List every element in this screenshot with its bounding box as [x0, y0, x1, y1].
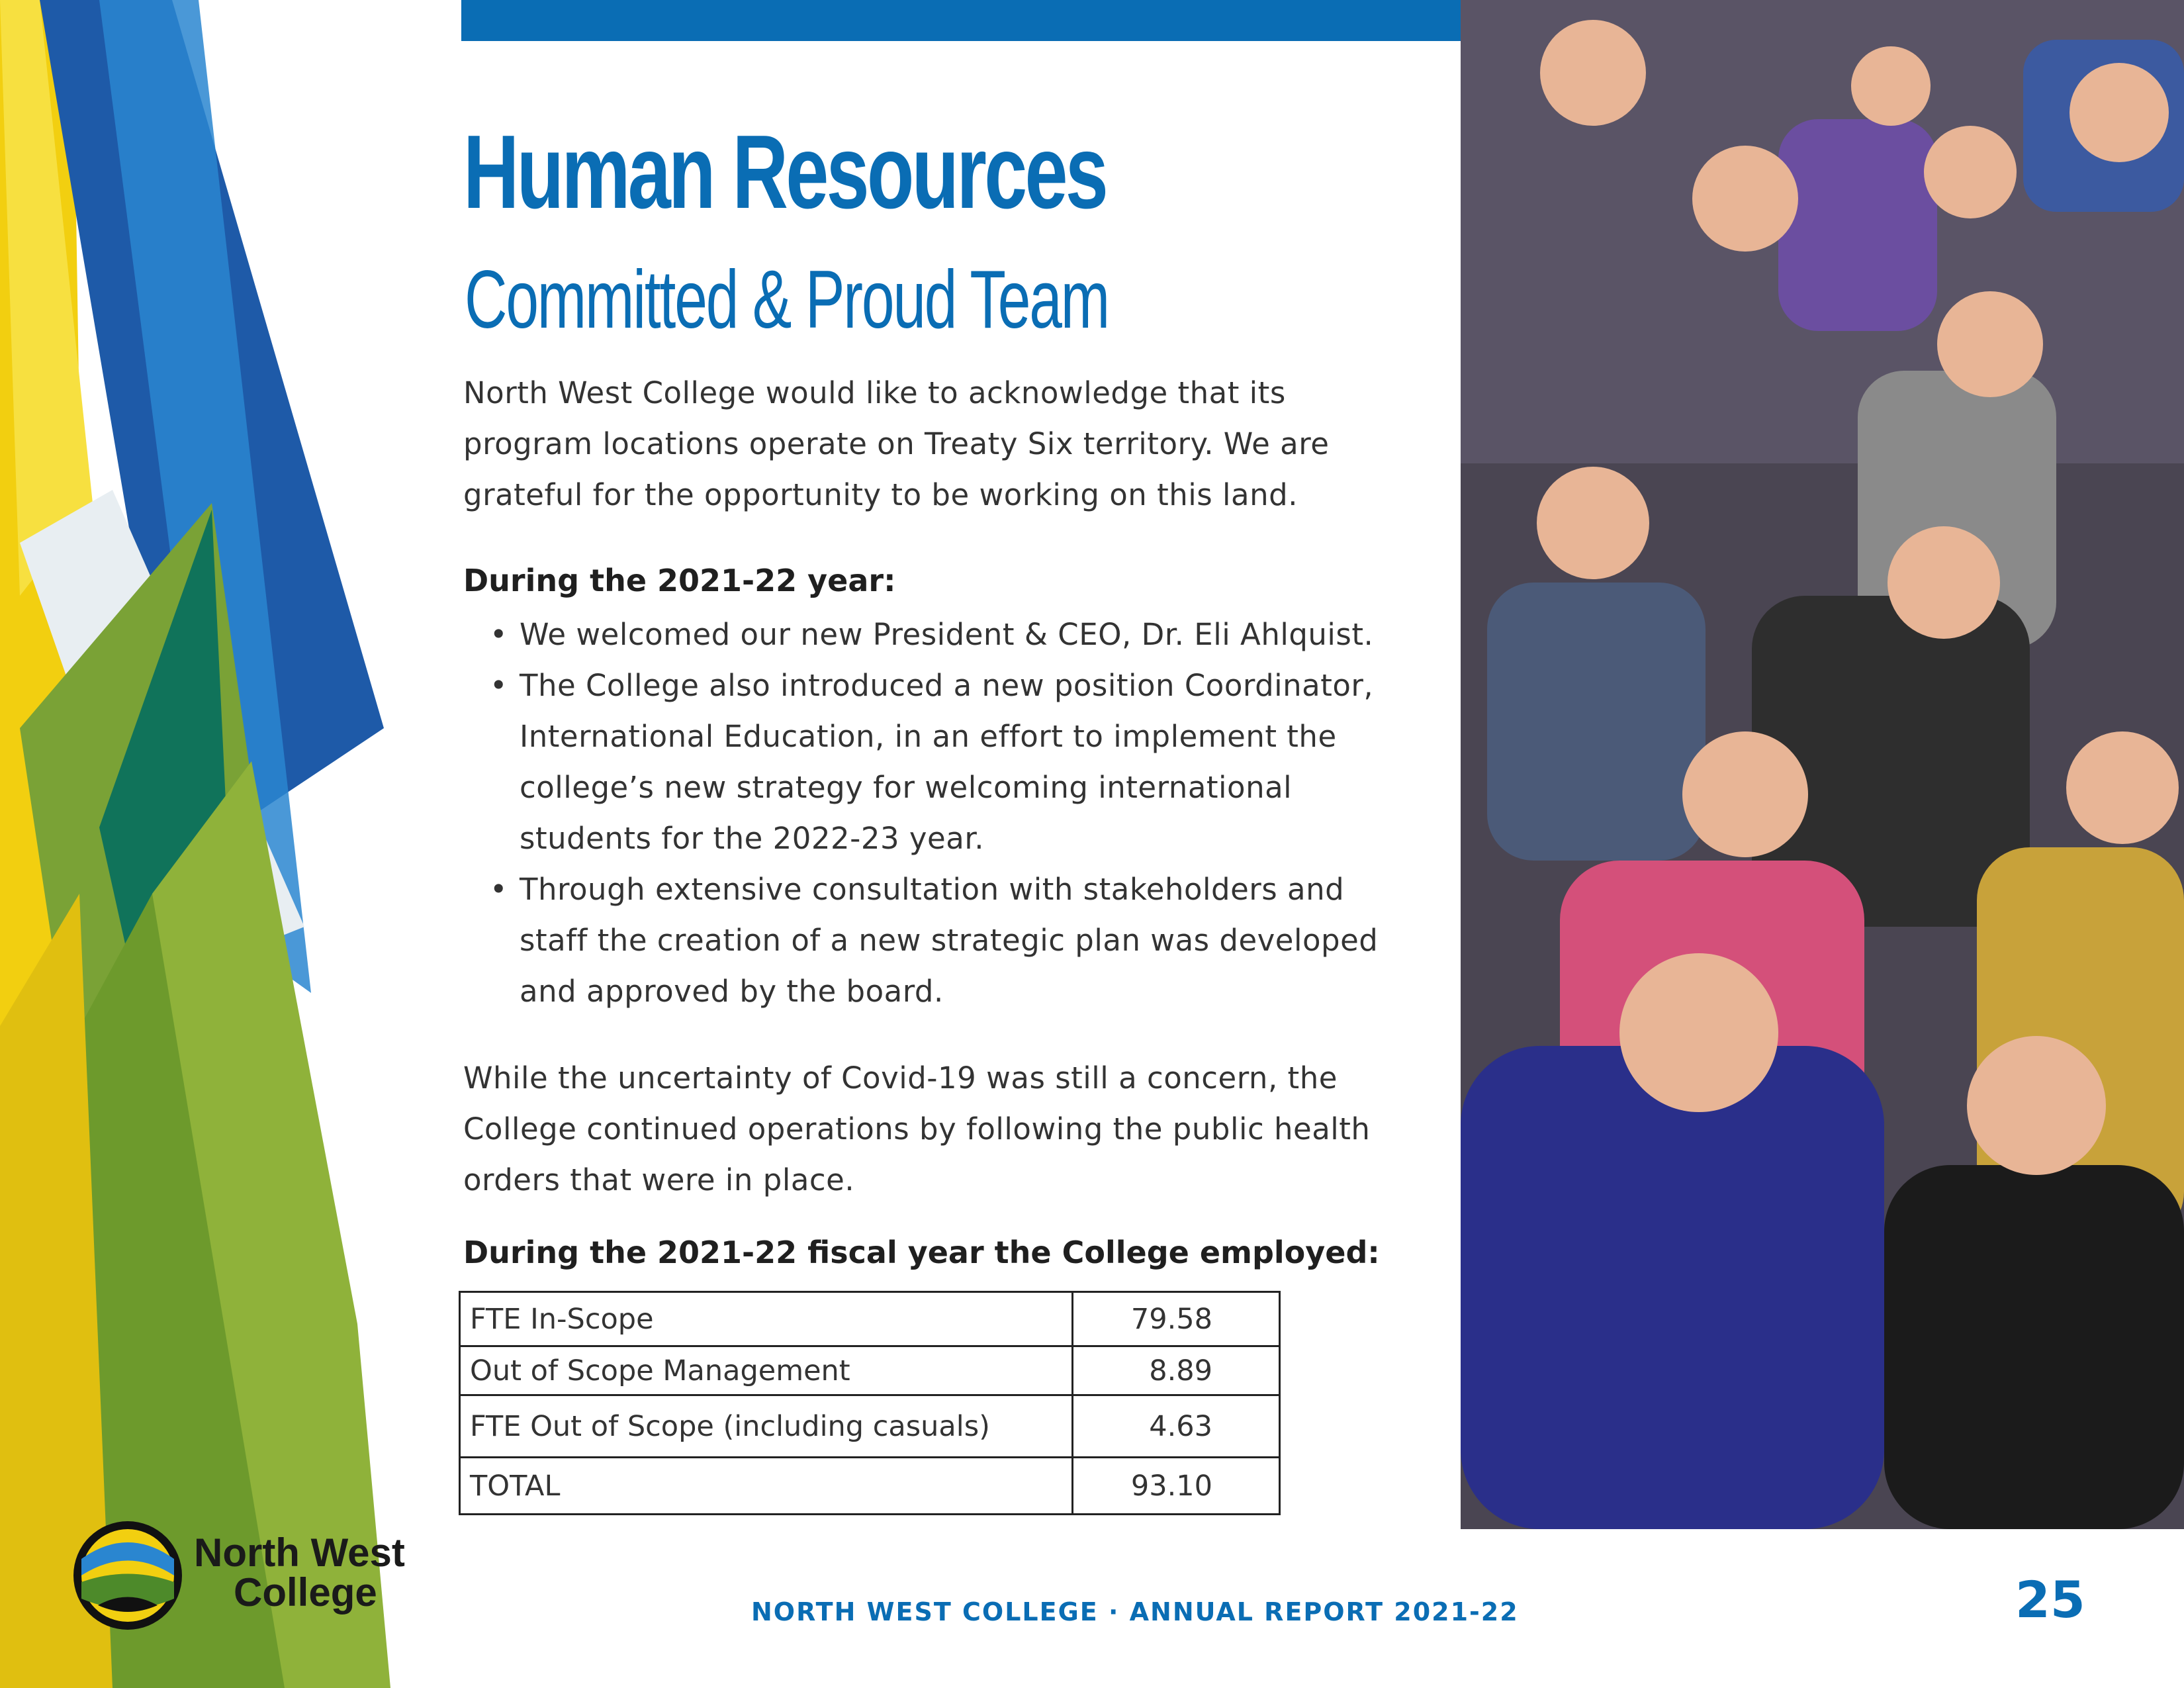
- logo-line-2: College: [234, 1570, 377, 1615]
- list-item: • Through extensive consultation with stakeholders and staff the creation of a new strategic plan was developed and approved by the board.: [463, 864, 1403, 1017]
- row-value: 93.10: [1073, 1458, 1280, 1515]
- page-title: Human Resources: [463, 114, 1107, 230]
- year-section-heading: During the 2021-22 year:: [463, 563, 896, 598]
- college-emblem-icon: [71, 1519, 184, 1632]
- covid-paragraph: While the uncertainty of Covid-19 was still a concern, the College continued operations by following the public health orders that were in place.: [463, 1060, 1371, 1197]
- staff-group-photo: [1461, 0, 2184, 1529]
- table-row: [460, 1395, 1280, 1458]
- row-label: FTE Out of Scope (including casuals): [460, 1395, 1073, 1458]
- row-value: 4.63: [1073, 1395, 1280, 1458]
- row-label: TOTAL: [460, 1458, 1073, 1515]
- decorative-stripes: [0, 0, 410, 1688]
- college-logo: [71, 1513, 416, 1632]
- employment-table: [459, 1291, 1281, 1515]
- page-subtitle: Committed & Proud Team: [465, 254, 1109, 346]
- table-row: [460, 1346, 1280, 1395]
- list-item: • We welcomed our new President & CEO, Dr. Eli Ahlquist.: [463, 609, 1403, 660]
- list-item: • The College also introduced a new position Coordinator, International Education, in an effort to implement the college’s new strategy for welcoming international students for the 2022-23 year.: [463, 660, 1403, 864]
- employment-heading: During the 2021-22 fiscal year the College employed:: [463, 1235, 1380, 1270]
- year-highlights-list: [463, 609, 1403, 1017]
- table-row: [460, 1458, 1280, 1515]
- footer-report-title: NORTH WEST COLLEGE · ANNUAL REPORT 2021-22: [751, 1597, 1519, 1626]
- row-value: 8.89: [1073, 1346, 1280, 1395]
- top-accent-bar: [461, 0, 1461, 41]
- row-label: Out of Scope Management: [460, 1346, 1073, 1395]
- group-photo-illustration: [1461, 0, 2184, 1529]
- row-label: FTE In-Scope: [460, 1292, 1073, 1346]
- page-number: 25: [2015, 1570, 2085, 1629]
- row-value: 79.58: [1073, 1292, 1280, 1346]
- logo-line-1: North West: [194, 1530, 405, 1575]
- land-acknowledgement-paragraph: North West College would like to acknowledge that its program locations operate on Treaty Six territory. We are grateful for the opportunity to be working on this land.: [463, 375, 1330, 512]
- table-row: [460, 1292, 1280, 1346]
